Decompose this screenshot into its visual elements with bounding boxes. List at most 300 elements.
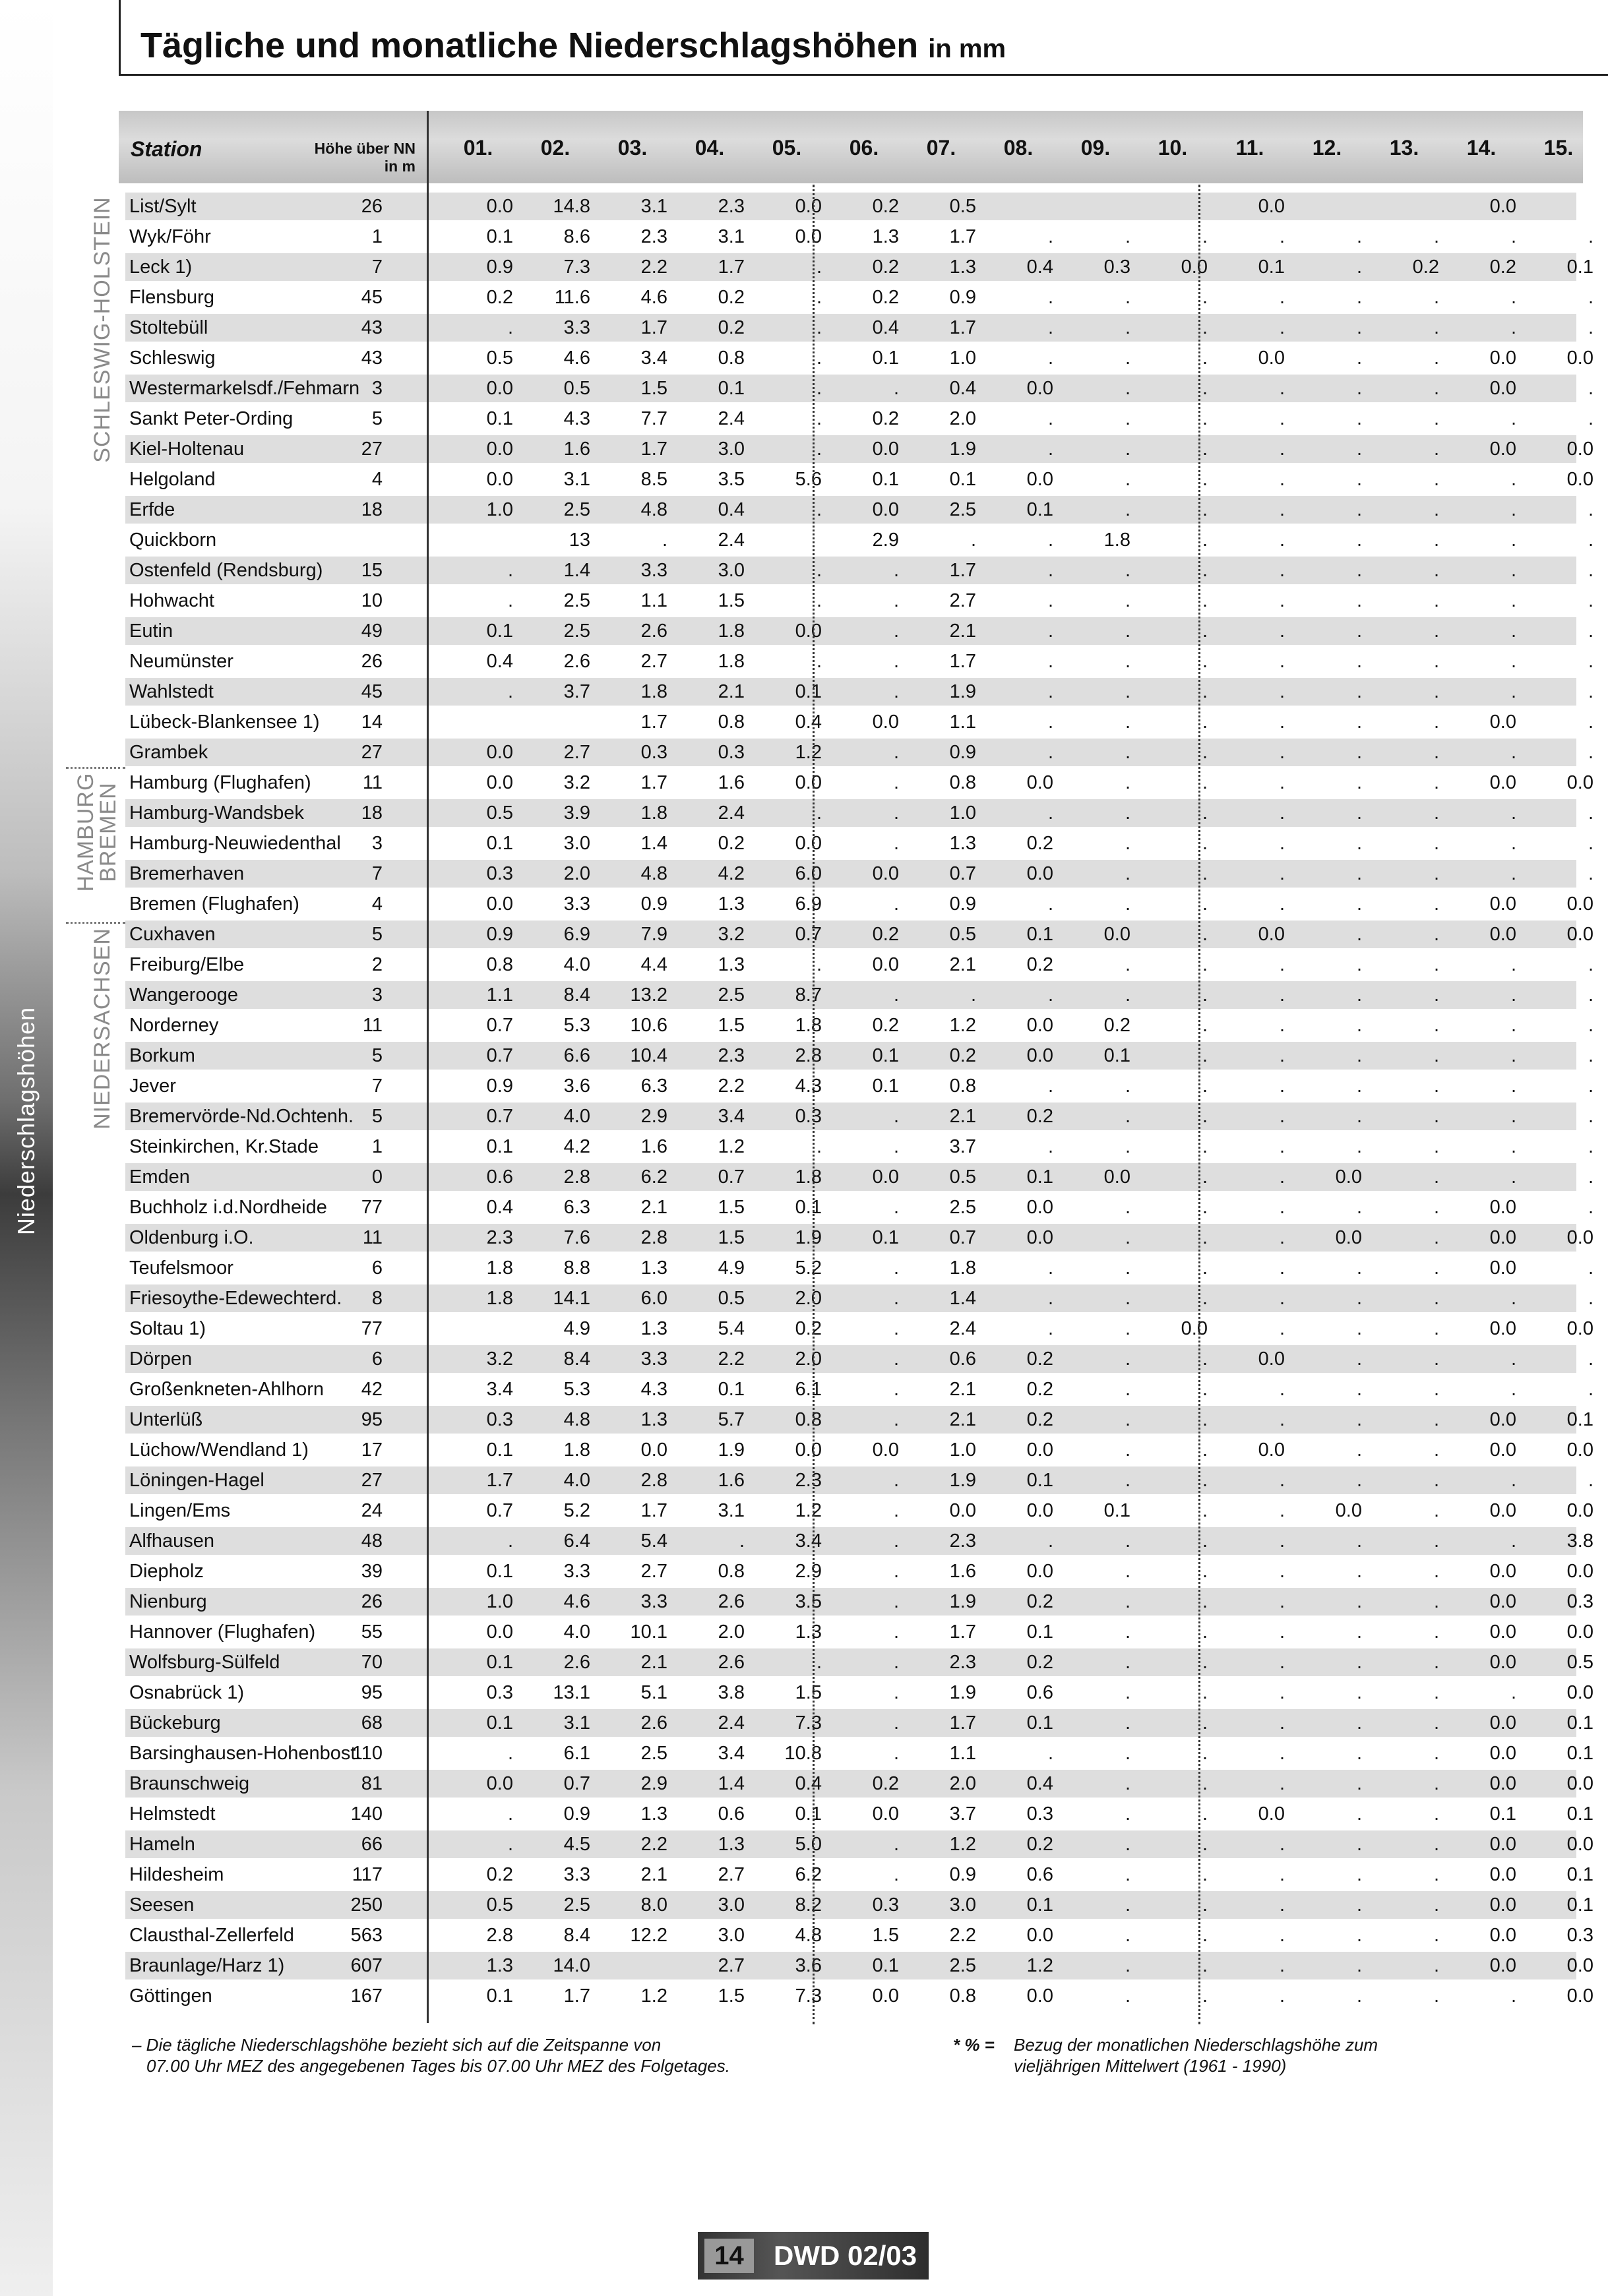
precip-day-9: 0.1 xyxy=(1103,1045,1130,1066)
precip-day-1: 0.5 xyxy=(486,1894,513,1916)
precip-day-3: 1.7 xyxy=(640,317,667,338)
precip-day-5: 6.9 xyxy=(795,893,822,915)
precip-day-3: 4.4 xyxy=(640,954,667,975)
precip-day-4: 2.3 xyxy=(718,1045,745,1066)
precip-day-15: . xyxy=(1588,984,1593,1006)
precip-day-3: 1.7 xyxy=(640,438,667,460)
precip-day-5: . xyxy=(816,560,822,581)
table-row xyxy=(125,1103,1593,1130)
table-row xyxy=(125,1133,1593,1161)
region-label-niedersachsen: NIEDERSACHSEN xyxy=(90,928,115,1130)
precip-day-11: . xyxy=(1279,1015,1285,1036)
table-row xyxy=(125,1709,1593,1737)
precip-day-6: . xyxy=(893,1591,899,1612)
precip-day-12: . xyxy=(1356,590,1362,611)
precip-day-4: 1.3 xyxy=(718,893,745,915)
precip-day-7: 1.9 xyxy=(949,1682,976,1703)
precip-day-11: . xyxy=(1279,1682,1285,1703)
precip-day-14: 0.0 xyxy=(1489,1409,1516,1430)
precip-day-10: . xyxy=(1202,378,1208,399)
station-elevation: 27 xyxy=(361,742,383,763)
precip-day-8: 0.4 xyxy=(1026,257,1053,278)
precip-day-15: 0.0 xyxy=(1566,1985,1593,2007)
precip-day-5: 0.0 xyxy=(795,196,822,217)
precip-day-8: . xyxy=(1047,651,1053,672)
precip-day-6: . xyxy=(893,1348,899,1370)
precip-day-6: . xyxy=(893,1379,899,1400)
precip-day-14: . xyxy=(1510,863,1516,884)
precip-day-11: . xyxy=(1279,984,1285,1006)
precip-day-8: 0.1 xyxy=(1026,1621,1053,1643)
precip-day-3: 1.3 xyxy=(640,1257,667,1279)
precip-day-15: . xyxy=(1588,1288,1593,1309)
precip-day-7: 0.9 xyxy=(949,1864,976,1885)
precip-day-14: . xyxy=(1510,833,1516,854)
table-row xyxy=(125,1254,1593,1282)
precip-day-14: . xyxy=(1510,1136,1516,1157)
precip-day-1: 0.7 xyxy=(486,1106,513,1127)
precip-day-11: 0.0 xyxy=(1258,196,1285,217)
precip-day-7: 1.0 xyxy=(949,347,976,369)
precip-day-10: . xyxy=(1202,711,1208,733)
precip-day-8: . xyxy=(1047,560,1053,581)
precip-day-4: 0.3 xyxy=(718,742,745,763)
precip-day-2: 4.9 xyxy=(563,1318,590,1339)
station-elevation: 140 xyxy=(350,1803,383,1825)
precip-day-7: 0.5 xyxy=(949,924,976,945)
precip-day-11: . xyxy=(1279,226,1285,247)
station-name: Flensburg xyxy=(129,287,214,308)
precip-day-3: 2.1 xyxy=(640,1652,667,1673)
station-elevation: 5 xyxy=(371,1045,383,1066)
precip-day-6: 0.1 xyxy=(872,347,899,369)
table-row xyxy=(125,223,1593,251)
precip-day-1: 0.1 xyxy=(486,620,513,642)
precip-day-10: . xyxy=(1202,1045,1208,1066)
precip-day-10: 0.0 xyxy=(1181,1318,1208,1339)
station-name: Alfhausen xyxy=(129,1530,214,1552)
precip-day-12: . xyxy=(1356,893,1362,915)
precip-day-13: . xyxy=(1433,984,1439,1006)
precip-day-3: 3.3 xyxy=(640,560,667,581)
station-elevation: 1 xyxy=(371,1136,383,1157)
precip-day-7: 0.9 xyxy=(949,742,976,763)
table-row xyxy=(125,1466,1593,1494)
station-elevation: 5 xyxy=(371,1106,383,1127)
precip-day-11: . xyxy=(1279,1409,1285,1430)
precip-day-1: 0.9 xyxy=(486,257,513,278)
station-elevation: 43 xyxy=(361,347,383,369)
precip-day-4: 2.4 xyxy=(718,408,745,429)
precip-day-9: 1.8 xyxy=(1103,529,1130,551)
precip-day-15: . xyxy=(1588,1197,1593,1218)
precip-day-12: . xyxy=(1356,257,1362,278)
precip-day-14: 0.0 xyxy=(1489,378,1516,399)
title-main: Tägliche und monatliche Niederschlagshöhen xyxy=(140,26,919,65)
precip-day-12: . xyxy=(1356,1955,1362,1976)
precip-day-8: 0.2 xyxy=(1026,954,1053,975)
precip-day-10: . xyxy=(1202,1106,1208,1127)
precip-day-5: . xyxy=(816,651,822,672)
precip-day-10: . xyxy=(1202,1015,1208,1036)
precip-day-11: . xyxy=(1279,772,1285,793)
precip-day-6: 0.0 xyxy=(872,863,899,884)
precip-day-15: 0.0 xyxy=(1566,1561,1593,1582)
precip-day-3: 5.1 xyxy=(640,1682,667,1703)
precip-day-2: 14.1 xyxy=(553,1288,590,1309)
precip-day-9: 0.1 xyxy=(1103,1500,1130,1521)
precip-day-12: . xyxy=(1356,347,1362,369)
precip-day-9: . xyxy=(1125,1348,1130,1370)
precip-day-5: 1.8 xyxy=(795,1166,822,1188)
precip-day-4: 1.7 xyxy=(718,257,745,278)
precip-day-10: . xyxy=(1202,1379,1208,1400)
precip-day-1: 0.8 xyxy=(486,954,513,975)
table-row xyxy=(125,981,1593,1009)
precip-day-14: 0.0 xyxy=(1489,1257,1516,1279)
station-elevation: 55 xyxy=(361,1621,383,1643)
header-day-13: 13. xyxy=(1389,136,1419,160)
precip-day-12: . xyxy=(1356,1682,1362,1703)
precip-day-2: 3.9 xyxy=(563,802,590,824)
precip-day-11: . xyxy=(1279,1985,1285,2007)
precip-day-5: . xyxy=(816,438,822,460)
station-name: Eutin xyxy=(129,620,173,642)
precip-day-12: . xyxy=(1356,1803,1362,1825)
precip-day-12: . xyxy=(1356,651,1362,672)
precip-day-14: 0.0 xyxy=(1489,196,1516,217)
precip-day-8: . xyxy=(1047,347,1053,369)
precip-day-11: . xyxy=(1279,833,1285,854)
precip-day-7: 2.5 xyxy=(949,499,976,520)
precip-day-7: 1.2 xyxy=(949,1015,976,1036)
precip-day-6: 0.2 xyxy=(872,924,899,945)
precip-day-15: 3.8 xyxy=(1566,1530,1593,1552)
precip-day-9: . xyxy=(1125,1227,1130,1248)
precip-day-13: . xyxy=(1433,1894,1439,1916)
table-row xyxy=(125,1952,1593,1979)
precip-day-5: 5.0 xyxy=(795,1834,822,1855)
precip-day-6: 0.4 xyxy=(872,317,899,338)
station-elevation: 95 xyxy=(361,1682,383,1703)
precip-day-12: . xyxy=(1356,620,1362,642)
precip-day-1: . xyxy=(507,1803,513,1825)
station-name: Helgoland xyxy=(129,469,216,490)
precip-day-7: . xyxy=(970,529,976,551)
station-elevation: 3 xyxy=(371,378,383,399)
station-elevation: 7 xyxy=(371,1075,383,1097)
table-row xyxy=(125,1739,1593,1767)
station-name: Seesen xyxy=(129,1894,195,1916)
precip-day-1: . xyxy=(507,317,513,338)
station-name: Steinkirchen, Kr.Stade xyxy=(129,1136,319,1157)
precip-day-9: . xyxy=(1125,772,1130,793)
station-elevation: 18 xyxy=(361,802,383,824)
station-name: Westermarkelsdf./Fehmarn xyxy=(129,378,360,399)
precip-day-13: . xyxy=(1433,1712,1439,1734)
table-row xyxy=(125,769,1593,797)
precip-day-8: . xyxy=(1047,984,1053,1006)
precip-day-15: . xyxy=(1588,529,1593,551)
station-elevation: 42 xyxy=(361,1379,383,1400)
precip-day-9: . xyxy=(1125,954,1130,975)
precip-day-14: 0.0 xyxy=(1489,1743,1516,1764)
table-row xyxy=(125,1193,1593,1221)
precip-day-7: 1.7 xyxy=(949,226,976,247)
precip-day-10: . xyxy=(1202,287,1208,308)
precip-day-13: . xyxy=(1433,317,1439,338)
precip-day-4: 0.2 xyxy=(718,287,745,308)
precip-day-9: . xyxy=(1125,651,1130,672)
header-day-11: 11. xyxy=(1235,136,1264,160)
precip-day-2: 6.6 xyxy=(563,1045,590,1066)
title-unit: in mm xyxy=(928,34,1006,63)
table-row xyxy=(125,435,1593,463)
precip-day-1: 3.2 xyxy=(486,1348,513,1370)
footnote-right: * % = Bezug der monatlichen Niederschlagshöhe zum vieljährigen Mittelwert (1961 - 1990) xyxy=(953,2035,1378,2076)
precip-day-12: . xyxy=(1356,863,1362,884)
precip-day-7: 0.5 xyxy=(949,1166,976,1188)
precip-day-7: 1.7 xyxy=(949,560,976,581)
precip-day-15: . xyxy=(1588,1075,1593,1097)
station-name: Grambek xyxy=(129,742,208,763)
table-row xyxy=(125,1861,1593,1888)
precip-day-3: 1.3 xyxy=(640,1409,667,1430)
precip-day-12: 0.0 xyxy=(1335,1500,1362,1521)
precip-day-4: 5.7 xyxy=(718,1409,745,1430)
table-row xyxy=(125,648,1593,675)
column-divider-day10 xyxy=(1198,185,1200,2024)
precip-day-10: . xyxy=(1202,317,1208,338)
precip-day-7: 0.9 xyxy=(949,287,976,308)
precip-day-6: . xyxy=(893,742,899,763)
precip-day-11: . xyxy=(1279,711,1285,733)
precip-day-13: 0.2 xyxy=(1412,257,1439,278)
precip-day-9: . xyxy=(1125,226,1130,247)
station-elevation: 26 xyxy=(361,651,383,672)
precip-day-7: 2.0 xyxy=(949,1773,976,1794)
precip-day-8: . xyxy=(1047,742,1053,763)
precip-day-5: 1.2 xyxy=(795,1500,822,1521)
station-elevation: 4 xyxy=(371,469,383,490)
table-row xyxy=(125,253,1593,281)
precip-day-1: 2.8 xyxy=(486,1925,513,1946)
precip-day-4: 0.8 xyxy=(718,1561,745,1582)
precip-day-6: 1.3 xyxy=(872,226,899,247)
precip-day-2: 6.3 xyxy=(563,1197,590,1218)
precip-day-9: . xyxy=(1125,287,1130,308)
precip-day-3: 6.3 xyxy=(640,1075,667,1097)
precip-day-8: 0.1 xyxy=(1026,1712,1053,1734)
precip-day-5: 2.3 xyxy=(795,1470,822,1491)
station-elevation: 1 xyxy=(371,226,383,247)
precip-day-10: . xyxy=(1202,529,1208,551)
precip-day-12: . xyxy=(1356,1712,1362,1734)
precip-day-14: 0.0 xyxy=(1489,924,1516,945)
precip-day-7: 0.7 xyxy=(949,863,976,884)
station-name: Barsinghausen-Hohenbost. xyxy=(129,1743,361,1764)
precip-day-14: . xyxy=(1510,681,1516,702)
precip-day-13: . xyxy=(1433,1743,1439,1764)
precip-day-9: . xyxy=(1125,620,1130,642)
precip-day-6: . xyxy=(893,1682,899,1703)
precip-day-13: . xyxy=(1433,1288,1439,1309)
precip-day-13: . xyxy=(1433,1621,1439,1643)
precip-day-12: . xyxy=(1356,984,1362,1006)
station-elevation: 43 xyxy=(361,317,383,338)
precip-day-14: . xyxy=(1510,802,1516,824)
precip-day-9: . xyxy=(1125,1288,1130,1309)
precip-day-14: 0.0 xyxy=(1489,893,1516,915)
precip-day-13: . xyxy=(1433,620,1439,642)
precip-day-11: . xyxy=(1279,681,1285,702)
precip-day-3: 2.1 xyxy=(640,1197,667,1218)
precip-day-1: 3.4 xyxy=(486,1379,513,1400)
precip-day-9: . xyxy=(1125,438,1130,460)
precip-day-6: 0.1 xyxy=(872,1045,899,1066)
precip-day-13: . xyxy=(1433,863,1439,884)
precip-day-4: 3.4 xyxy=(718,1743,745,1764)
precip-day-9: . xyxy=(1125,1682,1130,1703)
precip-day-7: 0.7 xyxy=(949,1227,976,1248)
precip-day-12: . xyxy=(1356,1591,1362,1612)
precip-day-9: . xyxy=(1125,317,1130,338)
precip-day-13: . xyxy=(1433,438,1439,460)
station-elevation: 27 xyxy=(361,438,383,460)
station-elevation: 117 xyxy=(352,1864,383,1885)
precip-day-12: 0.0 xyxy=(1335,1227,1362,1248)
precip-day-4: 2.2 xyxy=(718,1075,745,1097)
precip-day-12: . xyxy=(1356,924,1362,945)
precip-day-7: 0.2 xyxy=(949,1045,976,1066)
station-name: Wangerooge xyxy=(129,984,238,1006)
precip-day-3: 3.3 xyxy=(640,1591,667,1612)
precip-day-15: . xyxy=(1588,560,1593,581)
station-elevation: 7 xyxy=(371,863,383,884)
precip-day-6: 0.2 xyxy=(872,257,899,278)
precip-day-13: . xyxy=(1433,1955,1439,1976)
precip-day-7: 1.3 xyxy=(949,833,976,854)
precip-day-6: . xyxy=(893,1470,899,1491)
precip-day-1: 0.1 xyxy=(486,226,513,247)
precip-day-11: . xyxy=(1279,1955,1285,1976)
precip-day-2: 0.7 xyxy=(563,1773,590,1794)
precip-day-11: . xyxy=(1279,802,1285,824)
precip-day-13: . xyxy=(1433,226,1439,247)
precip-day-1: 0.1 xyxy=(486,408,513,429)
table-row xyxy=(125,314,1593,342)
precip-day-9: . xyxy=(1125,1834,1130,1855)
precip-day-5: 4.3 xyxy=(795,1075,822,1097)
precip-day-5: 0.2 xyxy=(795,1318,822,1339)
precip-day-14: . xyxy=(1510,1075,1516,1097)
precip-day-6: . xyxy=(893,1621,899,1643)
precip-day-11: . xyxy=(1279,408,1285,429)
precip-day-8: 0.0 xyxy=(1026,1439,1053,1461)
precip-day-8: . xyxy=(1047,1075,1053,1097)
precip-day-8: 0.3 xyxy=(1026,1803,1053,1825)
precip-day-15: 0.3 xyxy=(1566,1925,1593,1946)
precip-day-15: 0.0 xyxy=(1566,438,1593,460)
precip-day-14: 0.0 xyxy=(1489,1894,1516,1916)
precip-day-14: 0.0 xyxy=(1489,1439,1516,1461)
station-elevation: 10 xyxy=(361,590,383,611)
header-day-5: 05. xyxy=(772,136,802,160)
precip-day-10: . xyxy=(1202,1439,1208,1461)
precip-day-8: . xyxy=(1047,287,1053,308)
precip-day-1: 1.3 xyxy=(486,1955,513,1976)
precip-day-15: 0.0 xyxy=(1566,1682,1593,1703)
precip-day-13: . xyxy=(1433,681,1439,702)
precip-day-3: 4.3 xyxy=(640,1379,667,1400)
precip-day-9: . xyxy=(1125,1197,1130,1218)
header-day-10: 10. xyxy=(1158,136,1188,160)
precip-day-2: 5.2 xyxy=(563,1500,590,1521)
precip-day-14: . xyxy=(1510,954,1516,975)
precip-day-15: 0.1 xyxy=(1566,1743,1593,1764)
precip-day-9: . xyxy=(1125,1106,1130,1127)
precip-day-2: 0.9 xyxy=(563,1803,590,1825)
station-name: Buchholz i.d.Nordheide xyxy=(129,1197,327,1218)
precip-day-3: 1.3 xyxy=(640,1803,667,1825)
precip-day-12: . xyxy=(1356,1985,1362,2007)
precip-day-4: . xyxy=(739,1530,745,1552)
precip-day-11: . xyxy=(1279,1470,1285,1491)
precip-day-1: 0.0 xyxy=(486,196,513,217)
station-name: Diepholz xyxy=(129,1561,204,1582)
precip-day-1: 0.1 xyxy=(486,1712,513,1734)
precip-day-6: . xyxy=(893,1197,899,1218)
precip-day-11: . xyxy=(1279,1773,1285,1794)
precip-day-11: 0.0 xyxy=(1258,1439,1285,1461)
precip-day-4: 1.8 xyxy=(718,651,745,672)
precip-day-5: . xyxy=(816,954,822,975)
precip-day-3: 7.7 xyxy=(640,408,667,429)
table-row xyxy=(125,1406,1593,1434)
station-name: Braunlage/Harz 1) xyxy=(129,1955,285,1976)
region-label-schleswig-holstein: SCHLESWIG-HOLSTEIN xyxy=(90,196,115,463)
precip-day-1: 0.0 xyxy=(486,893,513,915)
precip-day-6: 0.0 xyxy=(872,1166,899,1188)
precip-day-1: 0.1 xyxy=(486,1439,513,1461)
precip-day-13: . xyxy=(1433,1409,1439,1430)
station-name: Unterlüß xyxy=(129,1409,203,1430)
precip-day-3: 1.8 xyxy=(640,802,667,824)
precip-day-15: . xyxy=(1588,954,1593,975)
precip-day-12: . xyxy=(1356,1773,1362,1794)
precip-day-13: . xyxy=(1433,954,1439,975)
precip-day-4: 1.6 xyxy=(718,1470,745,1491)
station-name: Clausthal-Zellerfeld xyxy=(129,1925,294,1946)
precip-day-5: 1.9 xyxy=(795,1227,822,1248)
header-station: Station xyxy=(131,137,202,161)
precip-day-3: 2.6 xyxy=(640,1712,667,1734)
precip-day-9: . xyxy=(1125,1743,1130,1764)
precip-day-4: 2.4 xyxy=(718,529,745,551)
precip-day-15: . xyxy=(1588,590,1593,611)
table-row xyxy=(125,1224,1593,1252)
precip-day-3: 6.0 xyxy=(640,1288,667,1309)
precip-day-3: 2.8 xyxy=(640,1227,667,1248)
station-name: Bremen (Flughafen) xyxy=(129,893,299,915)
precip-day-7: 3.0 xyxy=(949,1894,976,1916)
precip-day-11: . xyxy=(1279,1621,1285,1643)
precip-day-12: . xyxy=(1356,317,1362,338)
precip-day-3: 1.1 xyxy=(640,590,667,611)
precip-day-2: 4.3 xyxy=(563,408,590,429)
precip-day-4: 3.0 xyxy=(718,560,745,581)
precip-day-12: . xyxy=(1356,408,1362,429)
